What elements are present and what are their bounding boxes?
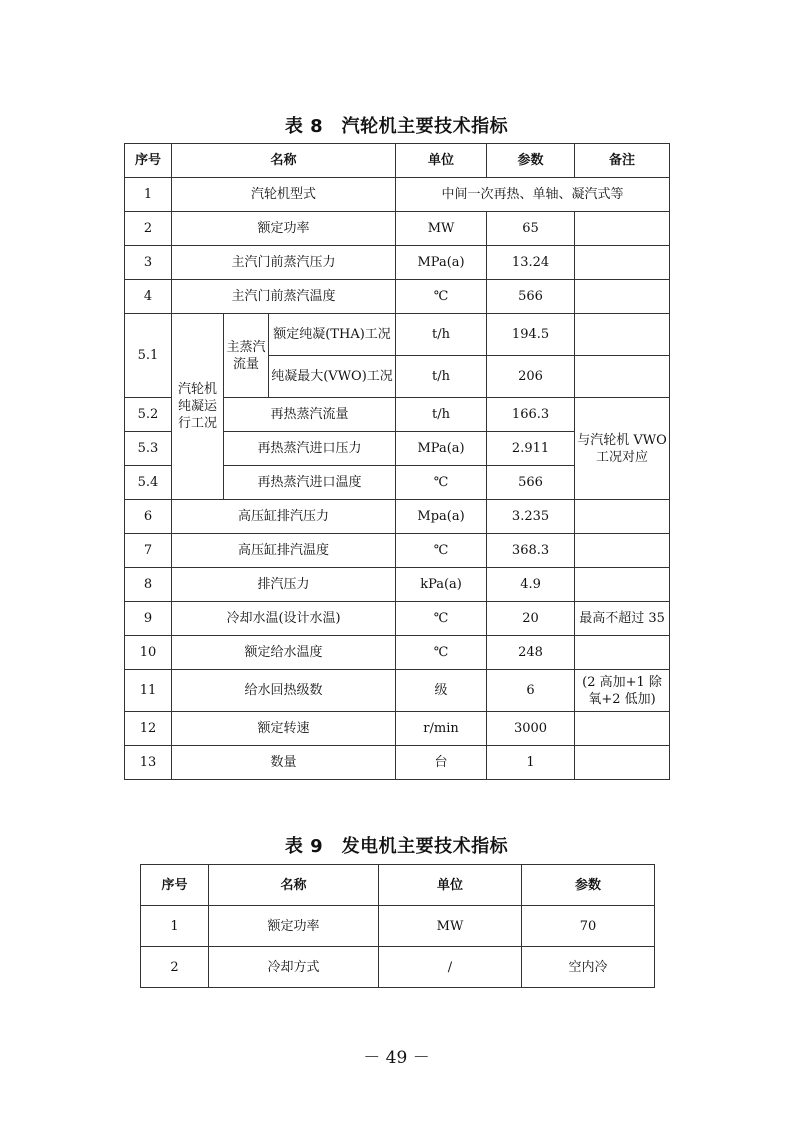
- cell-unit: /: [379, 947, 522, 988]
- cell-unit: 级: [396, 670, 487, 712]
- cell-value: 20: [487, 602, 575, 636]
- header-value: 参数: [522, 865, 655, 906]
- table-header-row: [141, 865, 655, 906]
- cell-unit: MPa(a): [396, 246, 487, 280]
- table-row: [125, 636, 670, 670]
- header-no: 序号: [125, 144, 172, 178]
- cell-value: 13.24: [487, 246, 575, 280]
- cell-no: 9: [125, 602, 172, 636]
- table-row: [125, 212, 670, 246]
- cell-note: [575, 212, 670, 246]
- header-note: 备注: [575, 144, 670, 178]
- cell-no: 12: [125, 712, 172, 746]
- cell-note: [575, 314, 670, 356]
- cell-value: 4.9: [487, 568, 575, 602]
- table-header-row: [125, 144, 670, 178]
- cell-unit: kPa(a): [396, 568, 487, 602]
- table-row: [125, 178, 670, 212]
- table-row: [125, 568, 670, 602]
- cell-no: 10: [125, 636, 172, 670]
- cell-no: 5.3: [125, 432, 172, 466]
- table-row: [125, 246, 670, 280]
- cell-name: 再热蒸汽流量: [224, 398, 396, 432]
- cell-note: [575, 500, 670, 534]
- cell-value: 65: [487, 212, 575, 246]
- cell-no: 1: [141, 906, 209, 947]
- cell-value: 166.3: [487, 398, 575, 432]
- cell-no: 1: [125, 178, 172, 212]
- table9: [140, 864, 655, 988]
- cell-unit: ℃: [396, 534, 487, 568]
- cell-unit: t/h: [396, 356, 487, 398]
- cell-name: 额定纯凝(THA)工况: [269, 314, 396, 356]
- cell-value: 194.5: [487, 314, 575, 356]
- header-name: 名称: [172, 144, 396, 178]
- cell-note: [575, 568, 670, 602]
- cell-value: 70: [522, 906, 655, 947]
- cell-no: 5.4: [125, 466, 172, 500]
- cell-name: 高压缸排汽温度: [172, 534, 396, 568]
- cell-name: 高压缸排汽压力: [172, 500, 396, 534]
- cell-name: 额定给水温度: [172, 636, 396, 670]
- cell-subgroup: 主蒸汽流量: [224, 314, 269, 398]
- page-number: － 49 －: [363, 1048, 430, 1068]
- cell-name: 冷却水温(设计水温): [172, 602, 396, 636]
- cell-value: 368.3: [487, 534, 575, 568]
- cell-no: 3: [125, 246, 172, 280]
- cell-note: [575, 746, 670, 780]
- cell-group: 汽轮机纯凝运行工况: [172, 314, 224, 500]
- cell-name: 主汽门前蒸汽温度: [172, 280, 396, 314]
- cell-note: [575, 636, 670, 670]
- table-row: [125, 602, 670, 636]
- cell-no: 13: [125, 746, 172, 780]
- table-row: [125, 280, 670, 314]
- header-unit: 单位: [379, 865, 522, 906]
- cell-unit: MW: [379, 906, 522, 947]
- cell-name: 给水回热级数: [172, 670, 396, 712]
- cell-no: 7: [125, 534, 172, 568]
- cell-value: 6: [487, 670, 575, 712]
- table9-caption: 表 9 发电机主要技术指标: [284, 836, 509, 857]
- cell-no: 6: [125, 500, 172, 534]
- table-row: [141, 947, 655, 988]
- cell-value: 206: [487, 356, 575, 398]
- cell-name: 排汽压力: [172, 568, 396, 602]
- table-row: [125, 500, 670, 534]
- cell-unit: Mpa(a): [396, 500, 487, 534]
- cell-name: 额定转速: [172, 712, 396, 746]
- cell-name: 额定功率: [172, 212, 396, 246]
- cell-unit: MPa(a): [396, 432, 487, 466]
- cell-unit: r/min: [396, 712, 487, 746]
- cell-note: [575, 246, 670, 280]
- cell-name: 再热蒸汽进口压力: [224, 432, 396, 466]
- cell-note: 与汽轮机 VWO 工况对应: [575, 398, 670, 500]
- cell-no: 2: [125, 212, 172, 246]
- header-unit: 单位: [396, 144, 487, 178]
- cell-note: 最高不超过 35: [575, 602, 670, 636]
- table-row: [125, 712, 670, 746]
- cell-no: 5.1: [125, 314, 172, 398]
- cell-note: [575, 356, 670, 398]
- cell-value: 空内冷: [522, 947, 655, 988]
- cell-name: 汽轮机型式: [172, 178, 396, 212]
- cell-value: 3000: [487, 712, 575, 746]
- cell-value: 2.911: [487, 432, 575, 466]
- table-row: [125, 746, 670, 780]
- cell-value: 566: [487, 280, 575, 314]
- cell-unit: 台: [396, 746, 487, 780]
- cell-note: [575, 280, 670, 314]
- cell-unit: ℃: [396, 602, 487, 636]
- cell-unit: ℃: [396, 280, 487, 314]
- cell-unit: t/h: [396, 314, 487, 356]
- cell-no: 2: [141, 947, 209, 988]
- table-row: [125, 314, 670, 356]
- table8: [124, 143, 670, 780]
- cell-no: 5.2: [125, 398, 172, 432]
- header-name: 名称: [209, 865, 379, 906]
- cell-unit: ℃: [396, 636, 487, 670]
- cell-name: 数量: [172, 746, 396, 780]
- cell-value: 248: [487, 636, 575, 670]
- cell-name: 额定功率: [209, 906, 379, 947]
- cell-value: 3.235: [487, 500, 575, 534]
- cell-unit: MW: [396, 212, 487, 246]
- header-value: 参数: [487, 144, 575, 178]
- cell-name: 再热蒸汽进口温度: [224, 466, 396, 500]
- cell-value: 1: [487, 746, 575, 780]
- cell-value: 566: [487, 466, 575, 500]
- cell-note: [575, 534, 670, 568]
- cell-name: 冷却方式: [209, 947, 379, 988]
- cell-name: 主汽门前蒸汽压力: [172, 246, 396, 280]
- cell-unit: t/h: [396, 398, 487, 432]
- table-row: [125, 534, 670, 568]
- header-no: 序号: [141, 865, 209, 906]
- table-row: [125, 670, 670, 712]
- cell-value: 中间一次再热、单轴、凝汽式等: [396, 178, 670, 212]
- cell-no: 11: [125, 670, 172, 712]
- cell-note: (2 高加+1 除氧+2 低加): [575, 670, 670, 712]
- cell-name: 纯凝最大(VWO)工况: [269, 356, 396, 398]
- cell-no: 4: [125, 280, 172, 314]
- cell-note: [575, 712, 670, 746]
- table-row: [141, 906, 655, 947]
- cell-no: 8: [125, 568, 172, 602]
- cell-unit: ℃: [396, 466, 487, 500]
- table8-caption: 表 8 汽轮机主要技术指标: [284, 116, 509, 137]
